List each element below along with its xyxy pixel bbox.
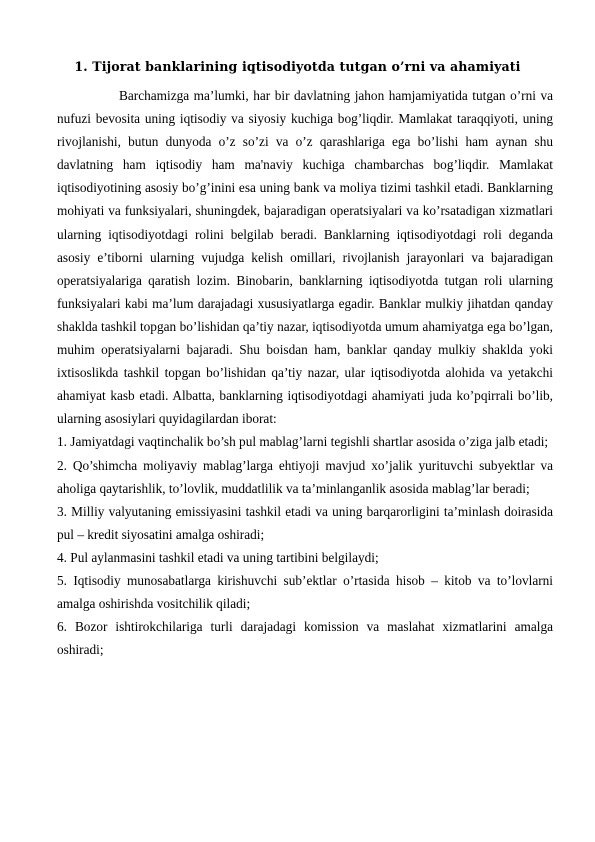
list-item-2: 2. Qo’shimcha moliyaviy mablag’larga ehtiyoji mavjud xo’jalik yurituvchi subyektlar va aholiga qaytarishlik, to’lovlik, muddatlilik va ta’minlanganlik asosida mablag’lar beradi; [57, 457, 553, 496]
list-item-6: 6. Bozor ishtirokchilariga turli darajadagi komission va maslahat xizmatlarini amalga oshiradi; [57, 619, 553, 658]
list-item-4: 4. Pul aylanmasini tashkil etadi va uning tartibini belgilaydi; [57, 549, 379, 565]
list-item-1: 1. Jamiyatdagi vaqtinchalik bo’sh pul mablag’larni tegishli shartlar asosida o’ziga jalb etadi; [57, 434, 549, 450]
list-item-3: 3. Milliy valyutaning emissiyasini tashkil etadi va uning barqarorligini ta’minlash doirasida pul – kredit siyosatini amalga oshiradi; [57, 503, 553, 542]
intro-paragraph: Barchamizga ma’lumki, har bir davlatning jahon hamjamiyatida tutgan o’rni va nufuzi bevosita uning iqtisodiy va siyosiy kuchiga bog’liqdir. Mamlakat taraqqiyoti, uning rivojlanishi, butun dunyoda o’z so’zi va o’z qarashlariga ega bo’lishi ham aynan shu davlatning ham iqtisodiy ham ma'naviy kuchiga chambarchas bog’liqdir. Mamlakat iqtisodiyotining asosiy bo’g’inini esa uning bank va moliya tizimi tashkil etadi. Banklarning mohiyati va funksiyalari, shuningdek, bajaradigan operatsiyalari va ko’rsatadigan xizmatlari ularning iqtisodiyotdagi rolini belgilab beradi. Banklarning iqtisodiyotdagi roli deganda asosiy e’tiborni ularning vujudga kelish omillari, rivojlanish jarayonlari va bajaradigan operatsiyalariga qaratish lozim. Binobarin, banklarning iqtisodiyotda tutgan roli ularning funksiyalari kabi ma’lum darajadagi xususiyatlarga egadir. Banklar mulkiy jihatdan qanday shaklda tashkil topgan bo’lishidan qa’tiy nazar, iqtisodiyotda umum ahamiyatga ega bo’lgan, muhim operatsiyalarni bajaradi. Shu boisdan ham, banklar qanday mulkiy shaklda yoki ixtisoslikda tashkil topgan bo’lishidan qa’tiy nazar, ular iqtisodiyotda alohida va yetakchi ahamiyat kasb etadi. Albatta, banklarning iqtisodiyotdagi ahamiyati juda ko’pqirrali bo’lib, ularning asosiylari quyidagilardan iborat: [57, 88, 553, 427]
list-item-5: 5. Iqtisodiy munosabatlarga kirishuvchi sub’ektlar o’rtasida hisob – kitob va to’lovlarni amalga oshirishda vositchilik qiladi; [57, 572, 553, 612]
body-text [57, 84, 553, 661]
section-heading: 1. Tijorat banklarining iqtisodiyotda tutgan o’rni va ahamiyati [74, 59, 521, 74]
